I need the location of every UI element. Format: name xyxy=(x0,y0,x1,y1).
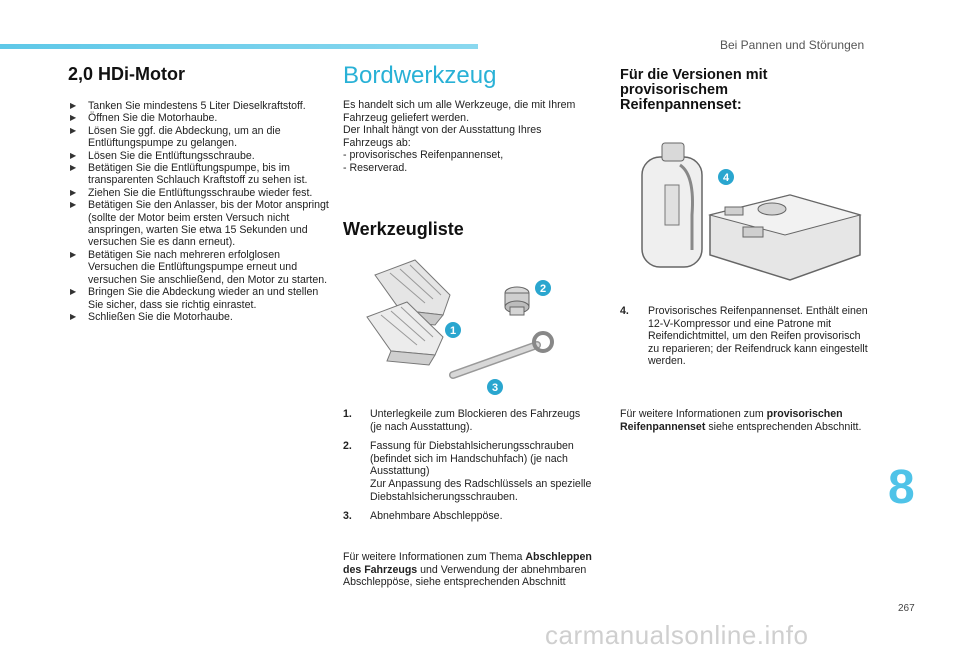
socket-icon xyxy=(505,287,529,315)
list-item: ▶ Lösen Sie die Entlüftungsschraube. xyxy=(70,150,332,162)
list-item xyxy=(343,510,593,523)
heading-werkzeugliste: Werkzeugliste xyxy=(343,219,464,239)
item-text: Fassung für Diebstahlsicherungsschrauben (befindet sich im Handschuhfach) (je nach Ausstattung) xyxy=(370,440,574,478)
section-header: Bei Pannen und Störungen xyxy=(720,38,865,52)
item-number: 1. xyxy=(343,408,352,420)
item-text: Unterlegkeile zum Blockieren des Fahrzeugs (je nach Ausstattung). xyxy=(370,408,581,433)
more-info-bold: Abschleppen des Fahrzeugs xyxy=(343,551,592,576)
more-info-prefix: Für weitere Informationen zum xyxy=(620,408,764,420)
more-info-suffix: siehe entsprechenden Abschnitt. xyxy=(708,420,862,433)
list-item: ▶ Betätigen Sie den Anlasser, bis der Motor anspringt (sollte der Motor beim ersten Versuch nicht anspringen, warten Sie etwa 15 Sekunden und versuchen Sie es dann erneut). xyxy=(70,199,332,249)
tool-list xyxy=(343,408,593,530)
heading-versions: Für die Versionen mit provisorischem Reifenpannenset: xyxy=(620,67,768,113)
badge-3 xyxy=(487,379,503,395)
item-text: Provisorisches Reifenpannenset. Enthält einen 12-V-Kompressor und eine Patrone mit Reifendichtmittel, um den Reifen provisorisch zu reparieren; der Reifendruck kann eingestellt werden. xyxy=(648,305,868,368)
item-number: 2. xyxy=(343,440,352,453)
intro-line: Es handelt sich um alle Werkzeuge, die mit Ihrem Fahrzeug geliefert werden. xyxy=(343,99,576,124)
sealant-bottle-icon xyxy=(642,143,702,267)
list-item: ▶ Betätigen Sie nach mehreren erfolglosen Versuchen die Entlüftungspumpe erneut und versuchen Sie anschließend, den Motor zu starten. xyxy=(70,249,332,286)
item-text: Zur Anpassung des Radschlüssels an spezielle Diebstahlsicherungsschrauben. xyxy=(370,477,592,503)
repair-kit-illustration xyxy=(620,135,870,295)
towing-eye-icon xyxy=(453,333,552,375)
heading-bordwerkzeug: Bordwerkzeug xyxy=(343,62,497,89)
more-info-suffix: und Verwendung der abnehmbaren Abschleppöse, siehe entsprechenden Abschnitt xyxy=(343,563,587,589)
list-item xyxy=(343,408,593,433)
list-item: ▶ Betätigen Sie die Entlüftungspumpe, bis im transparenten Schlauch Kraftstoff zu sehen ist. xyxy=(70,162,332,187)
compressor-icon xyxy=(710,195,860,280)
more-info-towing xyxy=(343,551,598,589)
list-item: ▶ Tanken Sie mindestens 5 Liter Dieselkraftstoff. xyxy=(70,100,332,112)
chapter-number: 8 xyxy=(888,461,915,514)
intro-line: Der Inhalt hängt von der Ausstattung Ihres Fahrzeugs ab: xyxy=(343,124,542,149)
svg-text:1: 1 xyxy=(449,325,457,337)
intro-text xyxy=(343,99,583,175)
list-item: ▶ Ziehen Sie die Entlüftungsschraube wieder fest. xyxy=(70,187,332,199)
list-item: ▶ Schließen Sie die Motorhaube. xyxy=(70,311,332,323)
step-list xyxy=(70,100,332,323)
badge-1 xyxy=(445,322,461,338)
header-accent-bar xyxy=(0,44,478,49)
list-item: ▶ Lösen Sie ggf. die Abdeckung, um an die Entlüftungspumpe zu gelangen. xyxy=(70,125,332,150)
item-number: 4. xyxy=(620,305,629,317)
svg-text:4: 4 xyxy=(722,172,730,184)
list-item xyxy=(343,478,593,503)
item-number: 3. xyxy=(343,510,352,523)
more-info-prefix: Für weitere Informationen zum Thema xyxy=(343,551,523,563)
badge-4 xyxy=(718,169,734,185)
list-item: ▶ Bringen Sie die Abdeckung wieder an und stellen Sie sicher, dass sie richtig einrastet. xyxy=(70,286,332,311)
svg-text:2: 2 xyxy=(539,283,547,295)
tools-illustration xyxy=(345,255,565,400)
repair-kit-item xyxy=(620,305,870,368)
more-info-bold: provisorischen Reifenpannenset xyxy=(620,408,843,433)
page-number: 267 xyxy=(898,603,915,614)
intro-line: - provisorisches Reifenpannenset, xyxy=(343,149,504,162)
svg-text:3: 3 xyxy=(491,382,499,394)
list-item xyxy=(343,440,593,478)
item-text: Abnehmbare Abschleppöse. xyxy=(370,510,503,523)
heading-hdi-engine: 2,0 HDi-Motor xyxy=(68,64,185,84)
watermark: carmanualsonline.info xyxy=(545,620,809,650)
badge-2 xyxy=(535,280,551,296)
list-item: ▶ Öffnen Sie die Motorhaube. xyxy=(70,112,332,124)
more-info-repair-kit xyxy=(620,408,880,433)
intro-line: - Reserverad. xyxy=(343,161,408,174)
